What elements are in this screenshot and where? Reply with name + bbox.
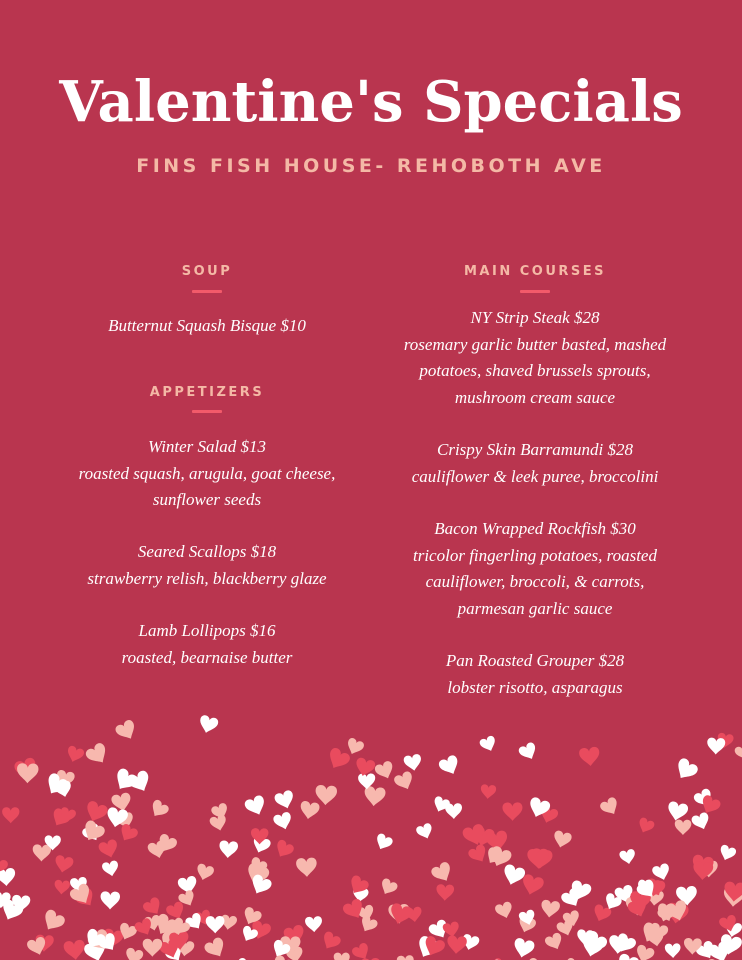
heart-icon — [358, 773, 375, 789]
menu-item-appetizer — [27, 434, 387, 514]
heart-icon — [248, 873, 273, 898]
heart-icon — [517, 741, 539, 763]
divider-rule — [520, 290, 550, 293]
menu-item-name: NY Strip Steak $28 — [470, 308, 600, 327]
heart-icon — [629, 891, 651, 912]
heart-icon — [243, 794, 268, 818]
heart-icon — [397, 955, 415, 960]
heart-icon — [460, 933, 480, 952]
heart-icon — [502, 802, 522, 821]
heart-icon — [272, 811, 294, 832]
heart-icon — [346, 874, 370, 898]
heart-icon — [114, 718, 139, 743]
heart-icon — [324, 746, 351, 773]
heart-icon — [98, 838, 121, 860]
heart-icon — [608, 935, 630, 955]
heart-icon — [427, 918, 451, 942]
heart-icon — [656, 904, 676, 924]
heart-icon — [143, 939, 162, 957]
heart-icon — [665, 943, 681, 958]
heart-icon — [101, 928, 124, 950]
heart-icon — [501, 863, 527, 888]
heart-icon — [194, 909, 213, 927]
heart-icon — [220, 914, 238, 931]
heart-icon — [614, 884, 636, 905]
menu-item-description: parmesan garlic sauce — [457, 598, 613, 618]
menu-item-main-course — [355, 437, 715, 490]
heart-icon — [111, 792, 133, 813]
heart-icon — [164, 943, 186, 960]
menu-item-main-course — [355, 305, 715, 411]
heart-icon — [247, 862, 268, 883]
heart-icon — [11, 895, 30, 913]
heart-icon — [692, 861, 713, 881]
heart-icon — [285, 946, 304, 960]
menu-item-description: potatoes, shaved brussels sprouts, — [419, 361, 651, 380]
heart-icon — [358, 914, 379, 935]
heart-icon — [210, 802, 230, 822]
menu-item-appetizer — [27, 618, 387, 671]
heart-icon — [664, 899, 689, 923]
heart-icon — [243, 862, 270, 888]
heart-icon — [415, 822, 435, 841]
heart-icon — [177, 875, 199, 896]
heart-icon — [352, 887, 369, 903]
section-heading-main-courses: MAIN COURSES — [463, 264, 606, 279]
heart-icon — [249, 919, 272, 941]
heart-icon — [480, 784, 497, 800]
heart-icon — [654, 902, 677, 924]
heart-icon — [540, 899, 561, 918]
heart-icon — [176, 940, 195, 958]
heart-icon — [485, 830, 509, 853]
heart-icon — [269, 938, 292, 960]
heart-icon — [538, 805, 559, 825]
heart-icon — [86, 927, 114, 954]
heart-icon — [155, 832, 179, 855]
heart-icon — [388, 904, 410, 924]
menu-item-description: mushroom cream sauce — [454, 387, 616, 407]
heart-icon — [445, 803, 462, 819]
heart-icon — [666, 801, 689, 823]
heart-icon — [32, 844, 51, 862]
heart-icon — [68, 882, 95, 908]
heart-icon — [334, 953, 350, 960]
heart-icon — [0, 868, 16, 887]
heart-icon — [206, 916, 225, 934]
menu-item-name: Butternut Squash Bisque $10 — [108, 316, 306, 335]
heart-icon — [116, 922, 138, 943]
heart-icon — [273, 789, 296, 811]
heart-icon — [599, 796, 622, 819]
heart-icon — [100, 891, 120, 909]
heart-icon — [251, 828, 269, 844]
heart-icon — [487, 845, 513, 870]
heart-icon — [55, 769, 76, 789]
heart-icon — [467, 843, 490, 866]
heart-icon — [529, 848, 553, 871]
heart-icon — [442, 921, 460, 939]
heart-icon — [157, 930, 180, 952]
heart-icon — [675, 820, 692, 836]
menu-title: Valentine's Specials — [59, 69, 683, 135]
heart-icon — [82, 927, 108, 952]
menu-item-description: rosemary garlic butter basted, mashed — [403, 334, 667, 354]
menu-item-appetizer — [27, 539, 387, 592]
heart-icon — [272, 838, 295, 860]
heart-icon — [354, 757, 377, 779]
heart-icon — [718, 914, 739, 934]
heart-icon — [280, 936, 300, 955]
heart-icon — [133, 917, 155, 939]
heart-icon — [296, 857, 317, 877]
heart-icon — [63, 939, 86, 960]
heart-icon — [203, 936, 229, 960]
heart-icon — [26, 936, 49, 958]
heart-icon — [526, 796, 551, 820]
heart-icon — [591, 903, 613, 924]
heart-icon — [483, 846, 505, 868]
heart-icon — [344, 737, 365, 757]
heart-icon — [405, 906, 423, 923]
heart-icon — [644, 878, 666, 899]
heart-icon — [520, 873, 545, 897]
heart-icon — [373, 832, 394, 852]
heart-icon — [512, 937, 536, 960]
heart-icon — [562, 909, 582, 928]
heart-icon — [58, 806, 77, 824]
heart-icon — [692, 787, 715, 810]
heart-icon — [299, 800, 321, 820]
heart-icon — [576, 929, 595, 947]
heart-icon — [0, 891, 11, 909]
heart-icon — [672, 757, 700, 784]
heart-icon — [356, 904, 376, 923]
heart-icon — [388, 902, 414, 927]
heart-icon — [516, 915, 537, 935]
heart-icon — [270, 954, 296, 960]
heart-icon — [446, 935, 467, 955]
heart-icon — [101, 860, 120, 878]
heart-icon — [209, 814, 228, 832]
heart-icon — [184, 912, 206, 933]
menu-item-name: Seared Scallops $18 — [137, 542, 277, 561]
heart-icon — [647, 931, 665, 948]
heart-icon — [148, 798, 171, 820]
heart-icon — [403, 753, 423, 772]
heart-icon — [544, 932, 566, 953]
heart-icon — [461, 823, 488, 849]
heart-icon — [676, 886, 698, 907]
heart-icon — [636, 816, 656, 835]
heart-icon — [479, 735, 499, 754]
heart-icon — [0, 898, 25, 924]
heart-icon — [518, 909, 537, 927]
heart-icon — [70, 877, 89, 895]
menu-item-description: tricolor fingerling potatoes, roasted — [413, 545, 657, 565]
menu-item-name: Pan Roasted Grouper $28 — [445, 651, 625, 670]
heart-icon — [240, 906, 263, 928]
heart-icon — [646, 889, 665, 906]
restaurant-name: FINS FISH HOUSE- REHOBOTH AVE — [136, 155, 606, 177]
heart-icon — [53, 854, 74, 874]
heart-icon — [111, 767, 139, 795]
heart-icon — [74, 887, 98, 911]
heart-icon — [694, 939, 718, 960]
heart-icon — [690, 811, 712, 832]
heart-icon — [645, 879, 666, 899]
heart-icon — [580, 933, 598, 950]
heart-icon — [723, 881, 742, 903]
heart-icon — [124, 947, 144, 960]
heart-icon — [648, 922, 670, 943]
heart-icon — [634, 878, 654, 897]
heart-icon — [718, 933, 742, 957]
heart-icon — [143, 914, 162, 932]
heart-icon — [341, 897, 367, 922]
heart-icon — [560, 886, 585, 910]
menu-item-description: roasted squash, arugula, goat cheese, — [78, 463, 336, 483]
heart-icon — [54, 880, 71, 896]
menu-item-name: Bacon Wrapped Rockfish $30 — [434, 519, 636, 538]
menu-item-main-course — [355, 648, 715, 701]
heart-icon — [45, 835, 61, 850]
heart-icon — [494, 901, 515, 921]
heart-icon — [165, 900, 188, 922]
heart-icon — [54, 780, 74, 799]
heart-icon — [690, 854, 714, 877]
heart-icon — [315, 785, 338, 806]
heart-icon — [319, 930, 342, 953]
heart-icon — [724, 921, 742, 939]
heart-icon — [39, 908, 66, 935]
heart-icon — [13, 757, 39, 782]
heart-icon — [734, 743, 742, 762]
menu-item-description: strawberry relish, blackberry glaze — [87, 568, 327, 588]
heart-icon — [283, 924, 307, 947]
heart-icon — [105, 807, 129, 830]
section-heading-appetizers: APPETIZERS — [149, 385, 265, 400]
heart-icon — [83, 800, 109, 825]
heart-icon — [613, 932, 638, 956]
heart-icon — [626, 897, 649, 920]
heart-icon — [527, 849, 549, 870]
heart-icon — [84, 741, 111, 768]
heart-icon — [633, 944, 655, 960]
heart-icon — [579, 746, 601, 767]
divider-rule — [192, 290, 222, 293]
menu-item-name: Winter Salad $13 — [147, 437, 267, 456]
heart-icon — [580, 936, 604, 959]
heart-icon — [271, 939, 292, 959]
heart-icon — [363, 786, 386, 807]
divider-rule — [192, 410, 222, 413]
heart-icon — [197, 714, 219, 735]
heart-icon — [602, 892, 623, 913]
heart-icon — [716, 732, 734, 749]
heart-icon — [80, 819, 107, 845]
heart-icon — [665, 902, 690, 925]
menu-item-description: sunflower seeds — [152, 490, 262, 509]
heart-icon — [635, 878, 659, 902]
heart-icon — [42, 772, 70, 800]
heart-icon — [305, 916, 323, 933]
heart-icon — [351, 942, 373, 960]
heart-icon — [414, 934, 442, 960]
heart-icon — [698, 794, 722, 818]
heart-icon — [651, 862, 672, 882]
heart-icon — [378, 877, 399, 898]
heart-icon — [165, 924, 182, 940]
menu-item-soup — [27, 313, 387, 340]
menu-item-description: cauliflower, broccoli, & carrots, — [425, 572, 645, 591]
heart-icon — [169, 916, 192, 938]
heart-icon — [81, 822, 104, 845]
heart-icon — [707, 940, 733, 960]
menu-item-name: Crispy Skin Barramundi $28 — [437, 440, 633, 459]
heart-icon — [581, 929, 609, 957]
heart-icon — [431, 795, 451, 814]
heart-icon — [393, 770, 416, 793]
heart-icon — [151, 912, 179, 939]
heart-icon — [218, 840, 238, 859]
heart-icon — [117, 822, 140, 844]
heart-icon — [250, 835, 272, 856]
heart-icon — [17, 763, 39, 783]
heart-icon — [158, 937, 183, 960]
heart-icon — [0, 855, 9, 876]
heart-icon — [147, 840, 169, 861]
heart-icon — [471, 825, 495, 848]
section-heading-soup: SOUP — [181, 264, 233, 279]
heart-icon — [700, 861, 718, 878]
heart-icon — [247, 856, 269, 877]
heart-icon — [638, 921, 664, 947]
menu-item-description: lobster risotto, asparagus — [447, 677, 623, 697]
heart-icon — [436, 884, 454, 901]
heart-icon — [83, 940, 109, 960]
heart-icon — [683, 938, 702, 955]
heart-icon — [556, 919, 576, 938]
heart-icon — [619, 849, 637, 866]
heart-icon — [437, 754, 462, 778]
heart-icon — [615, 953, 640, 960]
heart-icon — [169, 931, 190, 951]
heart-icon — [195, 863, 215, 883]
heart-icon — [568, 879, 593, 903]
heart-icon — [49, 807, 72, 830]
heart-icon — [141, 896, 164, 919]
menu-item-description: cauliflower & leek puree, broccolini — [411, 466, 659, 486]
heart-icon — [552, 830, 573, 850]
heart-icon — [177, 889, 197, 909]
menu-item-name: Lamb Lollipops $16 — [138, 621, 276, 640]
heart-icon — [97, 932, 120, 955]
heart-icon — [65, 745, 85, 765]
heart-icon — [126, 769, 153, 795]
heart-icon — [717, 844, 737, 863]
heart-icon — [421, 935, 446, 960]
heart-icon — [239, 925, 259, 945]
menu-item-description: roasted, bearnaise butter — [121, 647, 293, 667]
heart-icon — [2, 807, 19, 823]
heart-icon — [430, 861, 455, 886]
heart-icon — [625, 896, 647, 917]
heart-icon — [519, 956, 543, 960]
heart-icon — [707, 737, 726, 755]
menu-item-main-course — [355, 516, 715, 622]
heart-icon — [35, 934, 54, 952]
heart-icon — [723, 887, 742, 908]
heart-icon — [116, 811, 136, 830]
heart-icon — [374, 760, 397, 782]
